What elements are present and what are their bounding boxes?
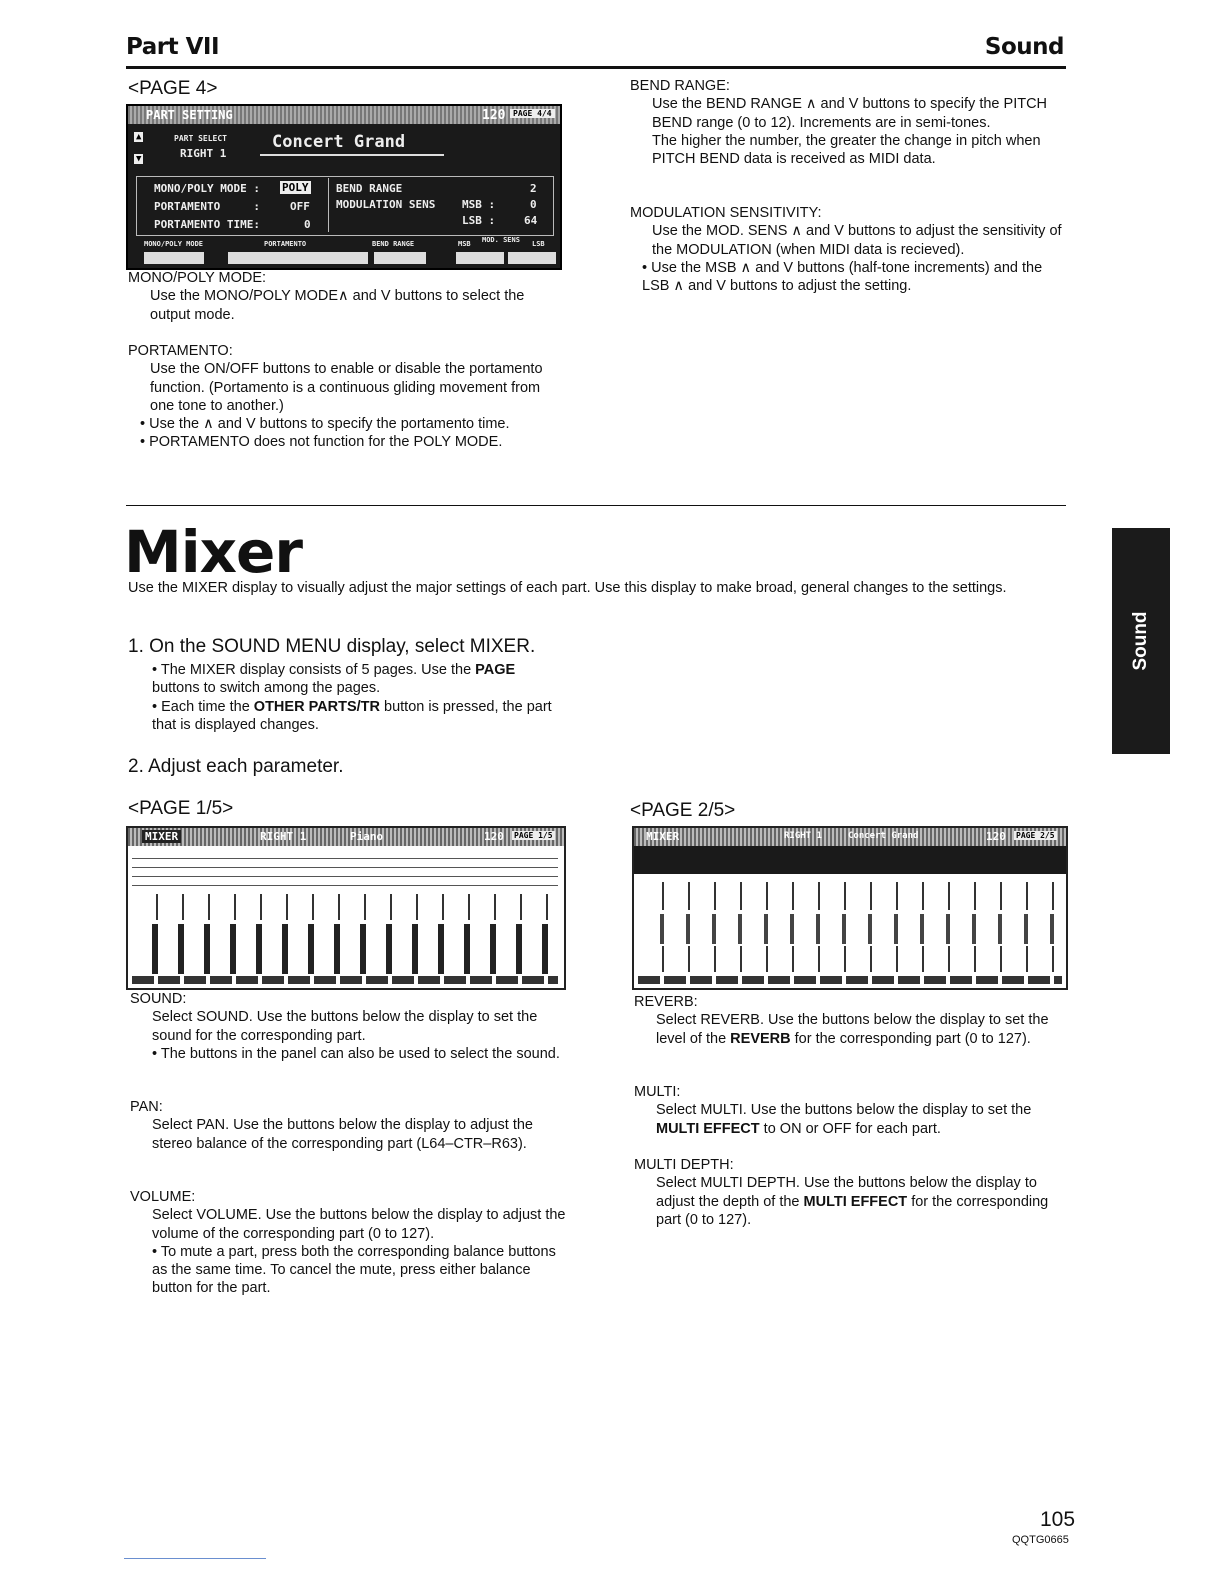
lcd-btn-bend-range-label: BEND RANGE <box>372 240 415 248</box>
reverb-text-post: for the corresponding part (0 to 127). <box>790 1030 1031 1047</box>
step-2 <box>128 756 343 778</box>
page15-pan-knobs[interactable] <box>132 894 558 920</box>
step-1-bullet-2-bold: OTHER PARTS/TR <box>253 698 380 715</box>
reverb-heading: REVERB: <box>634 994 698 1010</box>
lcd-msb-value: 0 <box>530 198 537 211</box>
multi-depth-section <box>634 1156 1068 1229</box>
page4-lcd-screen <box>126 104 562 270</box>
bend-range-section <box>630 77 1066 168</box>
lcd-portamento-label: PORTAMENTO : <box>154 200 260 213</box>
lcd-title: PART SETTING <box>146 108 233 122</box>
side-tab-label: Sound <box>1130 611 1151 671</box>
page15-lcd-tempo: 120 <box>484 830 504 843</box>
reverb-text <box>634 1011 1068 1048</box>
step-2-number: 2. <box>128 756 144 777</box>
page25-dark-band <box>634 846 1066 874</box>
document-code: QQTG0665 <box>1012 1534 1069 1546</box>
page15-lcd-screen <box>126 826 566 990</box>
step-1-bullet-2-pre: Each time the <box>161 698 254 715</box>
multi-text-post: to ON or OFF for each part. <box>759 1120 941 1137</box>
step-1-bullet-1-pre: The MIXER display consists of 5 pages. Use the <box>160 662 476 678</box>
page25-lcd-sound: Concert Grand <box>848 831 919 841</box>
header-rule <box>126 66 1066 69</box>
lcd-mono-poly-value: POLY <box>282 181 309 194</box>
page15-lcd-page: PAGE 1/5 <box>514 831 553 840</box>
reverb-section <box>634 993 1068 1048</box>
lcd-tempo: 120 <box>482 108 506 123</box>
page25-lcd-page: PAGE 2/5 <box>1016 831 1055 840</box>
lcd-page: PAGE 4/4 <box>510 109 555 118</box>
lcd-lsb-buttons[interactable] <box>508 252 556 264</box>
pan-text: Select PAN. Use the buttons below the display to adjust the stereo balance of the corresponding part (L64–CTR–R63). <box>152 1117 533 1152</box>
step-1-number: 1. <box>128 636 144 657</box>
sound-section <box>130 990 566 1063</box>
multi-text-pre: Select MULTI. Use the buttons below the display to set the <box>656 1102 1032 1119</box>
lcd-mod-sens-label: MODULATION SENS <box>336 198 436 211</box>
multi-text <box>634 1101 1068 1138</box>
portamento-text: Use the ON/OFF buttons to enable or disable the portamento function. (Portamento is a continuous gliding movement from one tone to another.) <box>150 361 543 414</box>
multi-depth-text-pre: Select MULTI DEPTH. Use the buttons below the display to adjust the depth of the <box>656 1175 1037 1210</box>
portamento-bullet-1: • Use the ∧ and V buttons to specify the portamento time. <box>128 415 568 433</box>
page25-label: <PAGE 2/5> <box>630 800 736 821</box>
multi-section <box>634 1083 1068 1138</box>
lcd-up-icon: ▲ <box>136 132 142 142</box>
step-1-bullet-1-bold: PAGE <box>475 662 516 678</box>
lcd-divider <box>328 178 329 232</box>
mono-poly-section <box>128 269 568 324</box>
page25-lcd-part: RIGHT 1 <box>784 831 822 841</box>
lcd-msb-label: MSB : <box>462 198 496 211</box>
page15-lcd-sound: Piano <box>350 830 384 843</box>
step-1-bullets <box>140 661 566 734</box>
page15-sound-list[interactable] <box>132 850 558 890</box>
page25-multi-switches[interactable] <box>638 914 1062 944</box>
section-divider <box>126 505 1066 506</box>
page15-lcd-part: RIGHT 1 <box>260 830 307 843</box>
volume-section <box>130 1188 566 1298</box>
lcd-bend-range-buttons[interactable] <box>374 252 426 264</box>
step-1-bullet-2-post: button is pressed, the part that is displayed changes. <box>152 698 552 733</box>
mod-sens-section <box>630 204 1066 295</box>
mod-sens-text: Use the MOD. SENS ∧ and V buttons to adjust the sensitivity of the MODULATION (when MIDI data is recieved). <box>652 223 1062 258</box>
bend-range-heading: BEND RANGE: <box>630 78 730 94</box>
lcd-portamento-time-value: 0 <box>304 218 311 231</box>
lcd-btn-portamento-label: PORTAMENTO <box>264 240 307 248</box>
page15-lcd-title: MIXER <box>142 830 181 843</box>
page15-buttons[interactable] <box>132 976 558 984</box>
lcd-down-icon: ▼ <box>136 154 142 164</box>
page15-label: <PAGE 1/5> <box>128 798 234 819</box>
side-tab <box>1112 528 1170 754</box>
sound-text: Select SOUND. Use the buttons below the display to set the sound for the corresponding part. <box>152 1009 538 1044</box>
page25-lcd-screen <box>632 826 1068 990</box>
multi-depth-text-bold: MULTI EFFECT <box>803 1193 908 1210</box>
lcd-sound-name: Concert Grand <box>272 132 406 152</box>
mono-poly-text: Use the MONO/POLY MODE∧ and V buttons to select the output mode. <box>150 288 525 323</box>
multi-text-bold: MULTI EFFECT <box>656 1120 760 1137</box>
sound-bullet: • The buttons in the panel can also be used to select the sound. <box>130 1045 566 1063</box>
lcd-portamento-buttons[interactable] <box>228 252 368 264</box>
footer-link-rule <box>124 1558 266 1559</box>
section-label: Part VII <box>126 34 220 60</box>
page25-lcd-title: MIXER <box>646 830 680 843</box>
portamento-heading: PORTAMENTO: <box>128 343 233 359</box>
page25-reverb-knobs[interactable] <box>638 882 1062 910</box>
section-title: Sound <box>984 34 1064 60</box>
lcd-part-select-label: PART SELECT <box>174 134 227 143</box>
multi-depth-text-post: for the corresponding part (0 to 127). <box>656 1193 1049 1228</box>
lcd-mono-poly-label: MONO/POLY MODE : <box>154 182 260 195</box>
portamento-section <box>128 342 568 452</box>
step-1-bullet-1 <box>140 661 566 698</box>
sound-heading: SOUND: <box>130 991 187 1007</box>
mod-sens-bullet: • Use the MSB ∧ and V buttons (half-tone increments) and the LSB ∧ and V buttons to adjust the setting. <box>630 259 1066 296</box>
page15-volume-faders[interactable] <box>132 924 558 974</box>
multi-heading: MULTI: <box>634 1084 681 1100</box>
multi-depth-text <box>634 1174 1068 1229</box>
reverb-text-bold: REVERB <box>730 1030 791 1047</box>
reverb-text-pre: Select REVERB. Use the buttons below the display to set the level of the <box>656 1012 1049 1047</box>
volume-bullet: • To mute a part, press both the corresponding balance buttons as the same time. To cancel the mute, press either balance button for the part. <box>130 1243 566 1298</box>
lcd-mono-poly-buttons[interactable] <box>144 252 204 264</box>
lcd-msb-buttons[interactable] <box>456 252 504 264</box>
multi-depth-heading: MULTI DEPTH: <box>634 1157 734 1173</box>
step-2-text: Adjust each parameter. <box>148 756 344 777</box>
page-number: 105 <box>1040 1508 1076 1531</box>
lcd-part-select-value: RIGHT 1 <box>180 147 227 160</box>
lcd-portamento-value: OFF <box>290 200 310 213</box>
step-1 <box>128 636 535 658</box>
page4-label: <PAGE 4> <box>128 78 218 99</box>
page25-buttons[interactable] <box>638 976 1062 984</box>
lcd-btn-mod-sens-label: MOD. SENS <box>482 236 520 244</box>
mixer-title: Mixer <box>124 518 302 586</box>
bend-range-text-2: The higher the number, the greater the change in pitch when PITCH BEND data is received as MIDI data. <box>652 132 1041 168</box>
lcd-bend-range-label: BEND RANGE <box>336 182 403 195</box>
lcd-lsb-value: 64 <box>524 214 538 227</box>
mod-sens-heading: MODULATION SENSITIVITY: <box>630 205 822 221</box>
bend-range-text-1: Use the BEND RANGE ∧ and V buttons to specify the PITCH BEND range (0 to 12). Increments are in semi-tones. <box>652 96 1048 131</box>
lcd-portamento-time-label: PORTAMENTO TIME: <box>154 218 260 231</box>
lcd-btn-mono-poly-label: MONO/POLY MODE <box>144 240 204 248</box>
step-1-bullet-2 <box>140 698 566 735</box>
pan-heading: PAN: <box>130 1099 163 1115</box>
page25-lcd-tempo: 120 <box>986 830 1006 843</box>
lcd-lsb-label: LSB : <box>462 214 496 227</box>
lcd-btn-msb-label: MSB <box>458 240 471 248</box>
step-1-text: On the SOUND MENU display, select MIXER. <box>149 636 536 657</box>
pan-section <box>130 1098 566 1153</box>
volume-text: Select VOLUME. Use the buttons below the display to adjust the volume of the corresponding part (0 to 127). <box>152 1207 566 1242</box>
mixer-intro: Use the MIXER display to visually adjust the major settings of each part. Use this display to make broad, general changes to the settings. <box>128 580 1007 596</box>
page25-multi-depth-knobs[interactable] <box>638 946 1062 972</box>
step-1-bullet-1-post: buttons to switch among the pages. <box>152 680 381 697</box>
lcd-btn-lsb-label: LSB <box>532 240 545 248</box>
volume-heading: VOLUME: <box>130 1189 196 1205</box>
lcd-bend-range-value: 2 <box>530 182 537 195</box>
mono-poly-heading: MONO/POLY MODE: <box>128 270 267 286</box>
lcd-underline <box>260 154 444 156</box>
portamento-bullet-2: • PORTAMENTO does not function for the POLY MODE. <box>128 433 568 451</box>
